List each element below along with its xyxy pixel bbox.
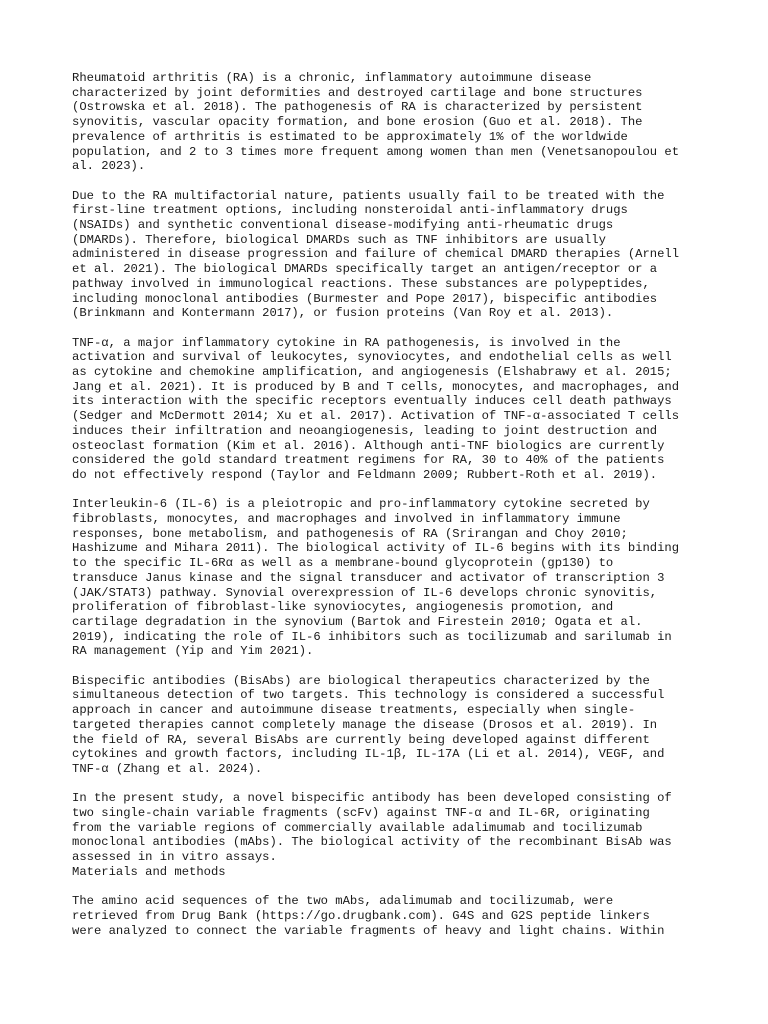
paragraph-bispecific-antibodies: Bispecific antibodies (BisAbs) are biological therapeutics characterized by the simultaneous detection of two targets. This technology is considered a successful approach in cancer and autoimmune disease treatments, especially when single- targeted therapies cannot completely manage the disease (Drosos et al. 2019). In the field of RA, several BisAbs are currently being developed against different cytokines and growth factors, including IL-1β, IL-17A (Li et al. 2014), VEGF, and TNF-α (Zhang et al. 2024). [72, 673, 665, 776]
section-heading-materials-methods: Materials and methods [72, 864, 226, 879]
paragraph-present-study: In the present study, a novel bispecific antibody has been developed consisting of two single-chain variable fragments (scFv) against TNF-α and IL-6R, originating from the variable regions of commercially available adalimumab and tocilizumab monoclonal antibodies (mAbs). The biological activity of the recombinant BisAb was assessed in in vitro assays. [72, 791, 672, 865]
paragraph-tnf-alpha: TNF-α, a major inflammatory cytokine in RA pathogenesis, is involved in the activation and survival of leukocytes, synoviocytes, and endothelial cells as well as cytokine and chemokine amplification, and angiogenesis (Elshabrawy et al. 2015; Jang et al. 2021). It is produced by B and T cells, monocytes, and macrophages, and its interaction with the specific receptors eventually induces cell death pathways (Sedger and McDermott 2014; Xu et al. 2017). Activation of TNF-α-associated T cells induces their infiltration and neoangiogenesis, leading to joint destruction and osteoclast formation (Kim et al. 2016). Although anti-TNF biologics are currently considered the gold standard treatment regimens for RA, 30 to 40% of the patients do not effectively respond (Taylor and Feldmann 2009; Rubbert-Roth et al. 2019). [72, 335, 680, 482]
paragraph-dmard-treatment: Due to the RA multifactorial nature, patients usually fail to be treated with the first-line treatment options, including nonsteroidal anti-inflammatory drugs (NSAIDs) and synthetic conventional disease-modifying anti-rheumatic drugs (DMARDs). Therefore, biological DMARDs such as TNF inhibitors are usually administered in disease progression and failure of chemical DMARD therapies (Arnell et al. 2021). The biological DMARDs specifically target an antigen/receptor or a pathway involved in immunological reactions. These substances are polypeptides, including monoclonal antibodies (Burmester and Pope 2017), bispecific antibodies (Brinkmann and Kontermann 2017), or fusion proteins (Van Roy et al. 2013). [72, 188, 680, 321]
paragraph-methods: The amino acid sequences of the two mAbs, adalimumab and tocilizumab, were retrieved from Drug Bank (https://go.drugbank.com). G4S and G2S peptide linkers were analyzed to connect the variable fragments of heavy and light chains. Within [72, 894, 665, 938]
paragraph-interleukin-6: Interleukin-6 (IL-6) is a pleiotropic and pro-inflammatory cytokine secreted by fibroblasts, monocytes, and macrophages and involved in inflammatory immune responses, bone metabolism, and pathogenesis of RA (Srirangan and Choy 2010; Hashizume and Mihara 2011). The biological activity of IL-6 begins with its binding to the specific IL-6Rα as well as a membrane-bound glycoprotein (gp130) to transduce Janus kinase and the signal transducer and activator of transcription 3 (JAK/STAT3) pathway. Synovial overexpression of IL-6 develops chronic synovitis, proliferation of fibroblast-like synoviocytes, angiogenesis promotion, and cartilage degradation in the synovium (Bartok and Firestein 2010; Ogata et al. 2019), indicating the role of IL-6 inhibitors such as tocilizumab and sarilumab in RA management (Yip and Yim 2021). [72, 497, 680, 659]
paragraph-ra-introduction: Rheumatoid arthritis (RA) is a chronic, inflammatory autoimmune disease characterized by joint deformities and destroyed cartilage and bone structures (Ostrowska et al. 2018). The pathogenesis of RA is characterized by persistent synovitis, vascular opacity formation, and bone erosion (Guo et al. 2018). The prevalence of arthritis is estimated to be approximately 1% of the worldwide population, and 2 to 3 times more frequent among women than men (Venetsanopoulou et al. 2023). [72, 71, 680, 174]
document-body [72, 71, 712, 953]
